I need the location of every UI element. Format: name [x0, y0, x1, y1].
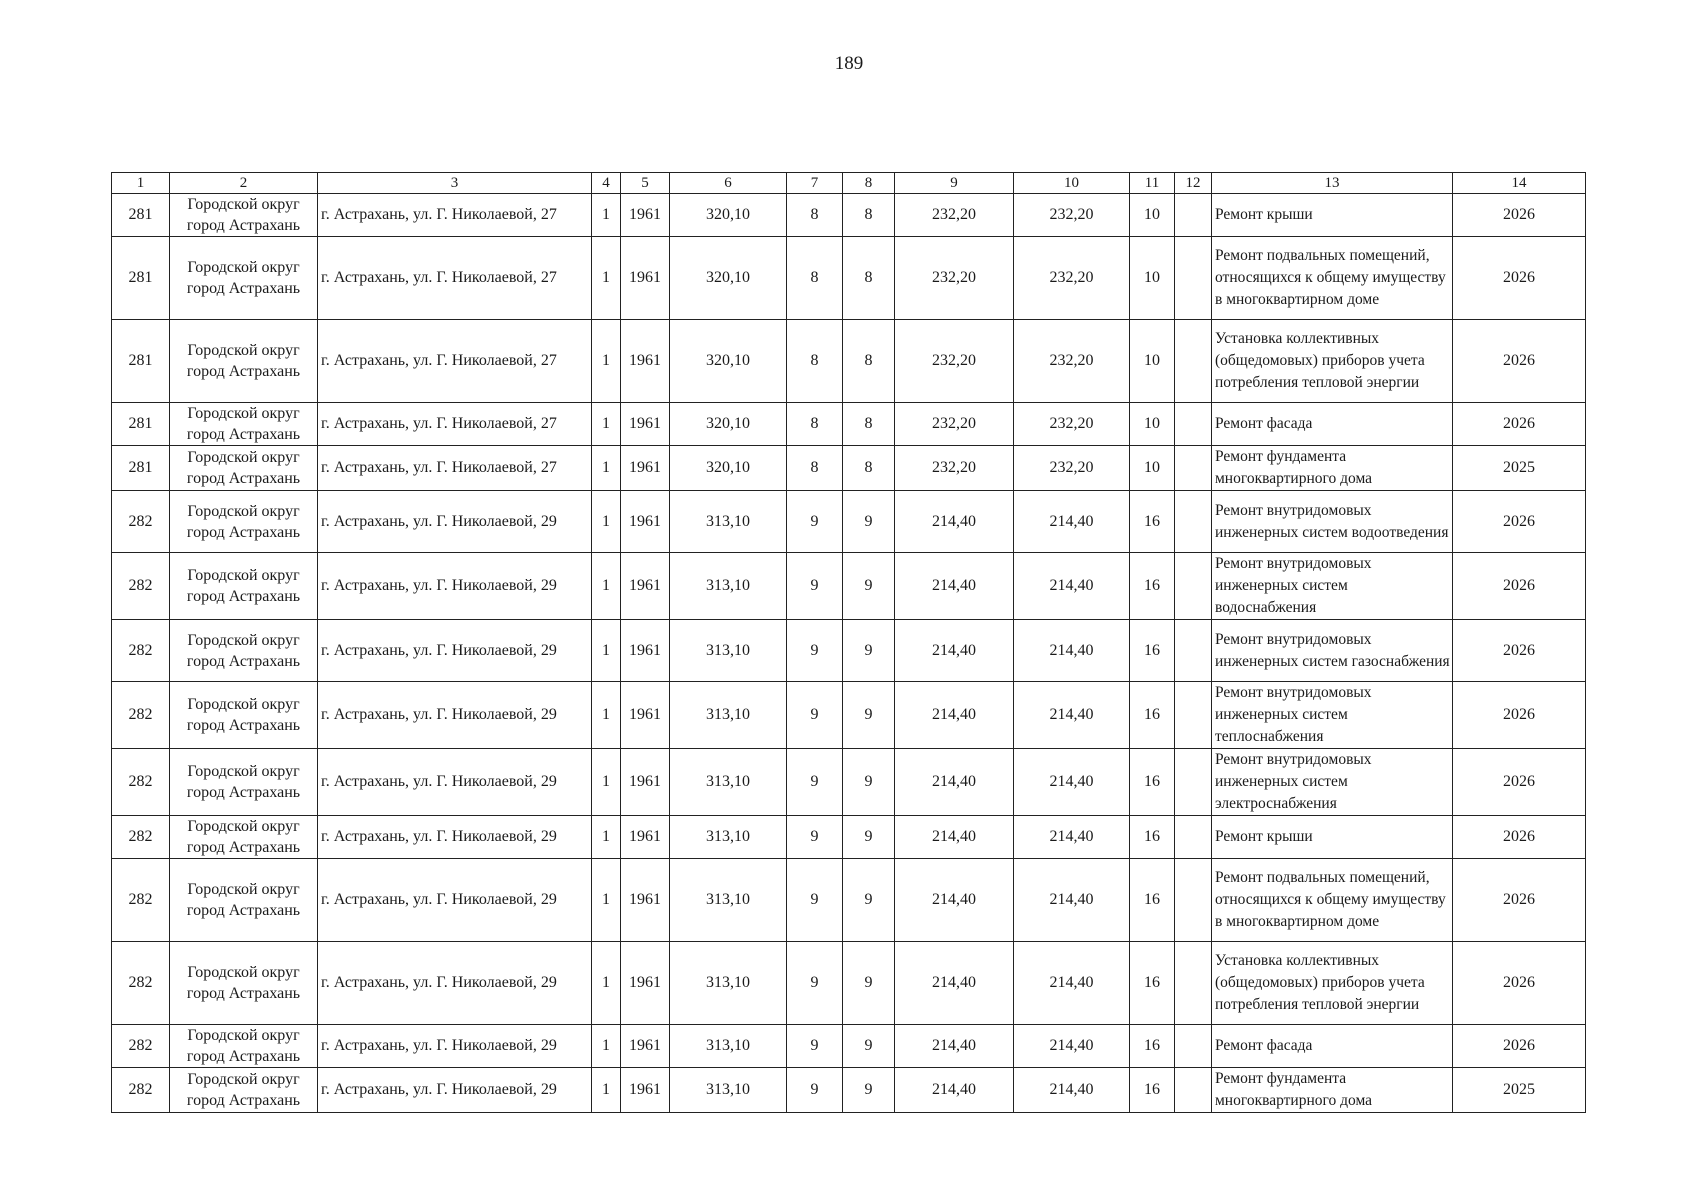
table-cell: 214,40 [895, 682, 1014, 749]
work-type-cell: Ремонт фундамента многоквартирного дома [1212, 446, 1453, 491]
table-cell: 232,20 [895, 237, 1014, 320]
table-cell: 9 [843, 816, 895, 859]
table-cell: 8 [843, 237, 895, 320]
municipality-cell: Городской округ город Астрахань [170, 320, 318, 403]
table-cell: 16 [1130, 859, 1175, 942]
table-cell: 232,20 [1014, 237, 1130, 320]
table-cell: 9 [843, 553, 895, 620]
row-number: 282 [112, 553, 170, 620]
table-row [112, 942, 1586, 1025]
plan-year-cell: 2026 [1453, 237, 1586, 320]
column-header: 9 [895, 173, 1014, 194]
table-cell: 1 [592, 403, 621, 446]
table-cell [1175, 1068, 1212, 1113]
table-cell [1175, 553, 1212, 620]
table-row [112, 403, 1586, 446]
table-cell: 16 [1130, 942, 1175, 1025]
table-cell: 232,20 [895, 320, 1014, 403]
table-cell: 9 [787, 620, 843, 682]
table-cell: 232,20 [1014, 403, 1130, 446]
table-cell: 16 [1130, 816, 1175, 859]
table-cell: 10 [1130, 194, 1175, 237]
address-cell: г. Астрахань, ул. Г. Николаевой, 29 [318, 1068, 592, 1113]
table-cell: 9 [787, 942, 843, 1025]
table-cell [1175, 682, 1212, 749]
plan-year-cell: 2025 [1453, 1068, 1586, 1113]
table-cell: 9 [843, 1068, 895, 1113]
column-header: 3 [318, 173, 592, 194]
column-header: 14 [1453, 173, 1586, 194]
table-cell: 232,20 [895, 194, 1014, 237]
year-cell: 1961 [621, 620, 670, 682]
table-cell: 214,40 [1014, 816, 1130, 859]
table-cell: 313,10 [670, 553, 787, 620]
table-cell: 313,10 [670, 682, 787, 749]
table-cell [1175, 320, 1212, 403]
table-cell: 9 [787, 491, 843, 553]
table-cell: 9 [787, 859, 843, 942]
table-cell: 16 [1130, 682, 1175, 749]
address-cell: г. Астрахань, ул. Г. Николаевой, 27 [318, 320, 592, 403]
work-type-cell: Ремонт внутридомовых инженерных систем водоснабжения [1212, 553, 1453, 620]
plan-year-cell: 2026 [1453, 682, 1586, 749]
table-cell [1175, 403, 1212, 446]
row-number: 282 [112, 816, 170, 859]
plan-year-cell: 2026 [1453, 620, 1586, 682]
plan-year-cell: 2026 [1453, 1025, 1586, 1068]
year-cell: 1961 [621, 749, 670, 816]
table-cell: 1 [592, 942, 621, 1025]
work-type-cell: Ремонт внутридомовых инженерных систем водоотведения [1212, 491, 1453, 553]
table-cell: 214,40 [1014, 491, 1130, 553]
table-cell: 1 [592, 1025, 621, 1068]
plan-year-cell: 2026 [1453, 749, 1586, 816]
table-cell: 10 [1130, 237, 1175, 320]
column-number-row [112, 173, 1586, 194]
table-cell: 8 [787, 194, 843, 237]
table-cell: 1 [592, 682, 621, 749]
table-cell: 9 [843, 491, 895, 553]
table-cell: 214,40 [1014, 859, 1130, 942]
work-type-cell: Ремонт внутридомовых инженерных систем газоснабжения [1212, 620, 1453, 682]
table-cell: 320,10 [670, 194, 787, 237]
work-type-cell: Установка коллективных (общедомовых) приборов учета потребления тепловой энергии [1212, 942, 1453, 1025]
page-number: 189 [834, 53, 864, 74]
municipality-cell: Городской округ город Астрахань [170, 403, 318, 446]
municipality-cell: Городской округ город Астрахань [170, 446, 318, 491]
row-number: 282 [112, 749, 170, 816]
row-number: 281 [112, 194, 170, 237]
plan-year-cell: 2026 [1453, 491, 1586, 553]
address-cell: г. Астрахань, ул. Г. Николаевой, 29 [318, 816, 592, 859]
year-cell: 1961 [621, 1025, 670, 1068]
year-cell: 1961 [621, 1068, 670, 1113]
table-cell: 1 [592, 194, 621, 237]
table-cell: 16 [1130, 1025, 1175, 1068]
year-cell: 1961 [621, 194, 670, 237]
row-number: 281 [112, 446, 170, 491]
table-cell: 9 [787, 1025, 843, 1068]
row-number: 281 [112, 320, 170, 403]
table-cell: 9 [787, 749, 843, 816]
table-row [112, 194, 1586, 237]
table-cell: 214,40 [895, 553, 1014, 620]
table-cell: 232,20 [1014, 194, 1130, 237]
table-cell: 214,40 [895, 491, 1014, 553]
table-cell: 313,10 [670, 942, 787, 1025]
table-row [112, 682, 1586, 749]
table-cell [1175, 859, 1212, 942]
table-cell: 8 [843, 403, 895, 446]
table-cell: 214,40 [1014, 682, 1130, 749]
table-cell: 8 [843, 194, 895, 237]
municipality-cell: Городской округ город Астрахань [170, 816, 318, 859]
column-header: 10 [1014, 173, 1130, 194]
work-type-cell: Ремонт фасада [1212, 1025, 1453, 1068]
table-cell: 9 [787, 682, 843, 749]
municipality-cell: Городской округ город Астрахань [170, 194, 318, 237]
column-header: 12 [1175, 173, 1212, 194]
table-row [112, 320, 1586, 403]
table-cell: 16 [1130, 553, 1175, 620]
table-cell: 214,40 [895, 620, 1014, 682]
table-cell: 214,40 [1014, 1025, 1130, 1068]
table-cell: 313,10 [670, 749, 787, 816]
table-cell: 10 [1130, 446, 1175, 491]
column-header: 1 [112, 173, 170, 194]
table-row [112, 620, 1586, 682]
table-cell: 232,20 [895, 403, 1014, 446]
column-header: 13 [1212, 173, 1453, 194]
table-cell [1175, 816, 1212, 859]
address-cell: г. Астрахань, ул. Г. Николаевой, 29 [318, 942, 592, 1025]
table-cell: 10 [1130, 403, 1175, 446]
column-header: 11 [1130, 173, 1175, 194]
column-header: 4 [592, 173, 621, 194]
table-cell: 1 [592, 491, 621, 553]
plan-year-cell: 2025 [1453, 446, 1586, 491]
table-cell: 1 [592, 446, 621, 491]
table-cell: 232,20 [895, 446, 1014, 491]
year-cell: 1961 [621, 859, 670, 942]
municipality-cell: Городской округ город Астрахань [170, 749, 318, 816]
municipality-cell: Городской округ город Астрахань [170, 682, 318, 749]
table-cell [1175, 194, 1212, 237]
row-number: 282 [112, 491, 170, 553]
table-cell: 214,40 [895, 1068, 1014, 1113]
address-cell: г. Астрахань, ул. Г. Николаевой, 27 [318, 403, 592, 446]
year-cell: 1961 [621, 816, 670, 859]
table-cell: 8 [843, 320, 895, 403]
table-cell: 232,20 [1014, 446, 1130, 491]
table-cell: 320,10 [670, 446, 787, 491]
address-cell: г. Астрахань, ул. Г. Николаевой, 29 [318, 749, 592, 816]
plan-year-cell: 2026 [1453, 320, 1586, 403]
table-row [112, 237, 1586, 320]
table-cell: 1 [592, 553, 621, 620]
table-cell: 214,40 [1014, 620, 1130, 682]
row-number: 282 [112, 620, 170, 682]
table-cell: 8 [787, 403, 843, 446]
table-row [112, 491, 1586, 553]
work-type-cell: Ремонт крыши [1212, 194, 1453, 237]
table-cell: 214,40 [895, 942, 1014, 1025]
table-row [112, 859, 1586, 942]
table-row [112, 1025, 1586, 1068]
table-cell: 214,40 [895, 749, 1014, 816]
capital-repair-table [111, 172, 1586, 1113]
table-cell: 9 [787, 1068, 843, 1113]
year-cell: 1961 [621, 553, 670, 620]
municipality-cell: Городской округ город Астрахань [170, 942, 318, 1025]
table-cell: 1 [592, 320, 621, 403]
table-cell: 9 [843, 859, 895, 942]
table-cell: 8 [787, 446, 843, 491]
address-cell: г. Астрахань, ул. Г. Николаевой, 29 [318, 491, 592, 553]
column-header: 7 [787, 173, 843, 194]
table-row [112, 816, 1586, 859]
plan-year-cell: 2026 [1453, 816, 1586, 859]
plan-year-cell: 2026 [1453, 194, 1586, 237]
work-type-cell: Ремонт внутридомовых инженерных систем электроснабжения [1212, 749, 1453, 816]
table-cell: 214,40 [895, 1025, 1014, 1068]
table-cell: 214,40 [1014, 942, 1130, 1025]
row-number: 282 [112, 859, 170, 942]
table-cell: 1 [592, 749, 621, 816]
table-row [112, 553, 1586, 620]
work-type-cell: Установка коллективных (общедомовых) приборов учета потребления тепловой энергии [1212, 320, 1453, 403]
address-cell: г. Астрахань, ул. Г. Николаевой, 27 [318, 194, 592, 237]
year-cell: 1961 [621, 491, 670, 553]
table-cell [1175, 491, 1212, 553]
table-cell: 9 [843, 620, 895, 682]
table-cell: 9 [843, 942, 895, 1025]
table-cell: 232,20 [1014, 320, 1130, 403]
row-number: 281 [112, 403, 170, 446]
municipality-cell: Городской округ город Астрахань [170, 491, 318, 553]
table-cell: 214,40 [895, 816, 1014, 859]
table-cell: 16 [1130, 749, 1175, 816]
year-cell: 1961 [621, 320, 670, 403]
work-type-cell: Ремонт крыши [1212, 816, 1453, 859]
table-cell [1175, 942, 1212, 1025]
municipality-cell: Городской округ город Астрахань [170, 1068, 318, 1113]
address-cell: г. Астрахань, ул. Г. Николаевой, 29 [318, 682, 592, 749]
municipality-cell: Городской округ город Астрахань [170, 1025, 318, 1068]
address-cell: г. Астрахань, ул. Г. Николаевой, 29 [318, 859, 592, 942]
year-cell: 1961 [621, 682, 670, 749]
plan-year-cell: 2026 [1453, 942, 1586, 1025]
municipality-cell: Городской округ город Астрахань [170, 859, 318, 942]
table-cell: 10 [1130, 320, 1175, 403]
work-type-cell: Ремонт фасада [1212, 403, 1453, 446]
work-type-cell: Ремонт фундамента многоквартирного дома [1212, 1068, 1453, 1113]
table-cell: 1 [592, 859, 621, 942]
address-cell: г. Астрахань, ул. Г. Николаевой, 27 [318, 446, 592, 491]
table-cell [1175, 446, 1212, 491]
table-cell: 313,10 [670, 816, 787, 859]
table-cell: 313,10 [670, 1068, 787, 1113]
column-header: 6 [670, 173, 787, 194]
work-type-cell: Ремонт подвальных помещений, относящихся к общему имуществу в многоквартирном доме [1212, 237, 1453, 320]
municipality-cell: Городской округ город Астрахань [170, 553, 318, 620]
plan-year-cell: 2026 [1453, 553, 1586, 620]
table-cell: 9 [843, 749, 895, 816]
table-cell: 1 [592, 816, 621, 859]
table-cell: 9 [843, 682, 895, 749]
address-cell: г. Астрахань, ул. Г. Николаевой, 29 [318, 620, 592, 682]
table-cell [1175, 1025, 1212, 1068]
year-cell: 1961 [621, 446, 670, 491]
table-cell: 8 [787, 320, 843, 403]
row-number: 282 [112, 1068, 170, 1113]
municipality-cell: Городской округ город Астрахань [170, 620, 318, 682]
table-cell: 320,10 [670, 403, 787, 446]
table-cell: 1 [592, 1068, 621, 1113]
table-cell: 16 [1130, 1068, 1175, 1113]
column-header: 5 [621, 173, 670, 194]
table-cell: 214,40 [1014, 553, 1130, 620]
column-header: 8 [843, 173, 895, 194]
table-row [112, 749, 1586, 816]
year-cell: 1961 [621, 942, 670, 1025]
table-cell: 8 [843, 446, 895, 491]
row-number: 282 [112, 1025, 170, 1068]
table-cell [1175, 620, 1212, 682]
table-cell: 214,40 [895, 859, 1014, 942]
table-cell [1175, 237, 1212, 320]
table-cell: 9 [787, 553, 843, 620]
table-cell: 313,10 [670, 620, 787, 682]
year-cell: 1961 [621, 237, 670, 320]
table-cell [1175, 749, 1212, 816]
table-cell: 1 [592, 620, 621, 682]
table-cell: 9 [787, 816, 843, 859]
year-cell: 1961 [621, 403, 670, 446]
row-number: 282 [112, 942, 170, 1025]
table-cell: 8 [787, 237, 843, 320]
plan-year-cell: 2026 [1453, 859, 1586, 942]
table-cell: 16 [1130, 491, 1175, 553]
table-cell: 214,40 [1014, 1068, 1130, 1113]
row-number: 281 [112, 237, 170, 320]
address-cell: г. Астрахань, ул. Г. Николаевой, 29 [318, 553, 592, 620]
work-type-cell: Ремонт подвальных помещений, относящихся к общему имуществу в многоквартирном доме [1212, 859, 1453, 942]
table-cell: 16 [1130, 620, 1175, 682]
row-number: 282 [112, 682, 170, 749]
table-row [112, 1068, 1586, 1113]
address-cell: г. Астрахань, ул. Г. Николаевой, 27 [318, 237, 592, 320]
table-cell: 320,10 [670, 320, 787, 403]
table-cell: 313,10 [670, 1025, 787, 1068]
plan-year-cell: 2026 [1453, 403, 1586, 446]
table-cell: 313,10 [670, 491, 787, 553]
address-cell: г. Астрахань, ул. Г. Николаевой, 29 [318, 1025, 592, 1068]
column-header: 2 [170, 173, 318, 194]
table-cell: 1 [592, 237, 621, 320]
table-cell: 313,10 [670, 859, 787, 942]
table-cell: 9 [843, 1025, 895, 1068]
work-type-cell: Ремонт внутридомовых инженерных систем теплоснабжения [1212, 682, 1453, 749]
table-cell: 320,10 [670, 237, 787, 320]
municipality-cell: Городской округ город Астрахань [170, 237, 318, 320]
table-cell: 214,40 [1014, 749, 1130, 816]
table-row [112, 446, 1586, 491]
